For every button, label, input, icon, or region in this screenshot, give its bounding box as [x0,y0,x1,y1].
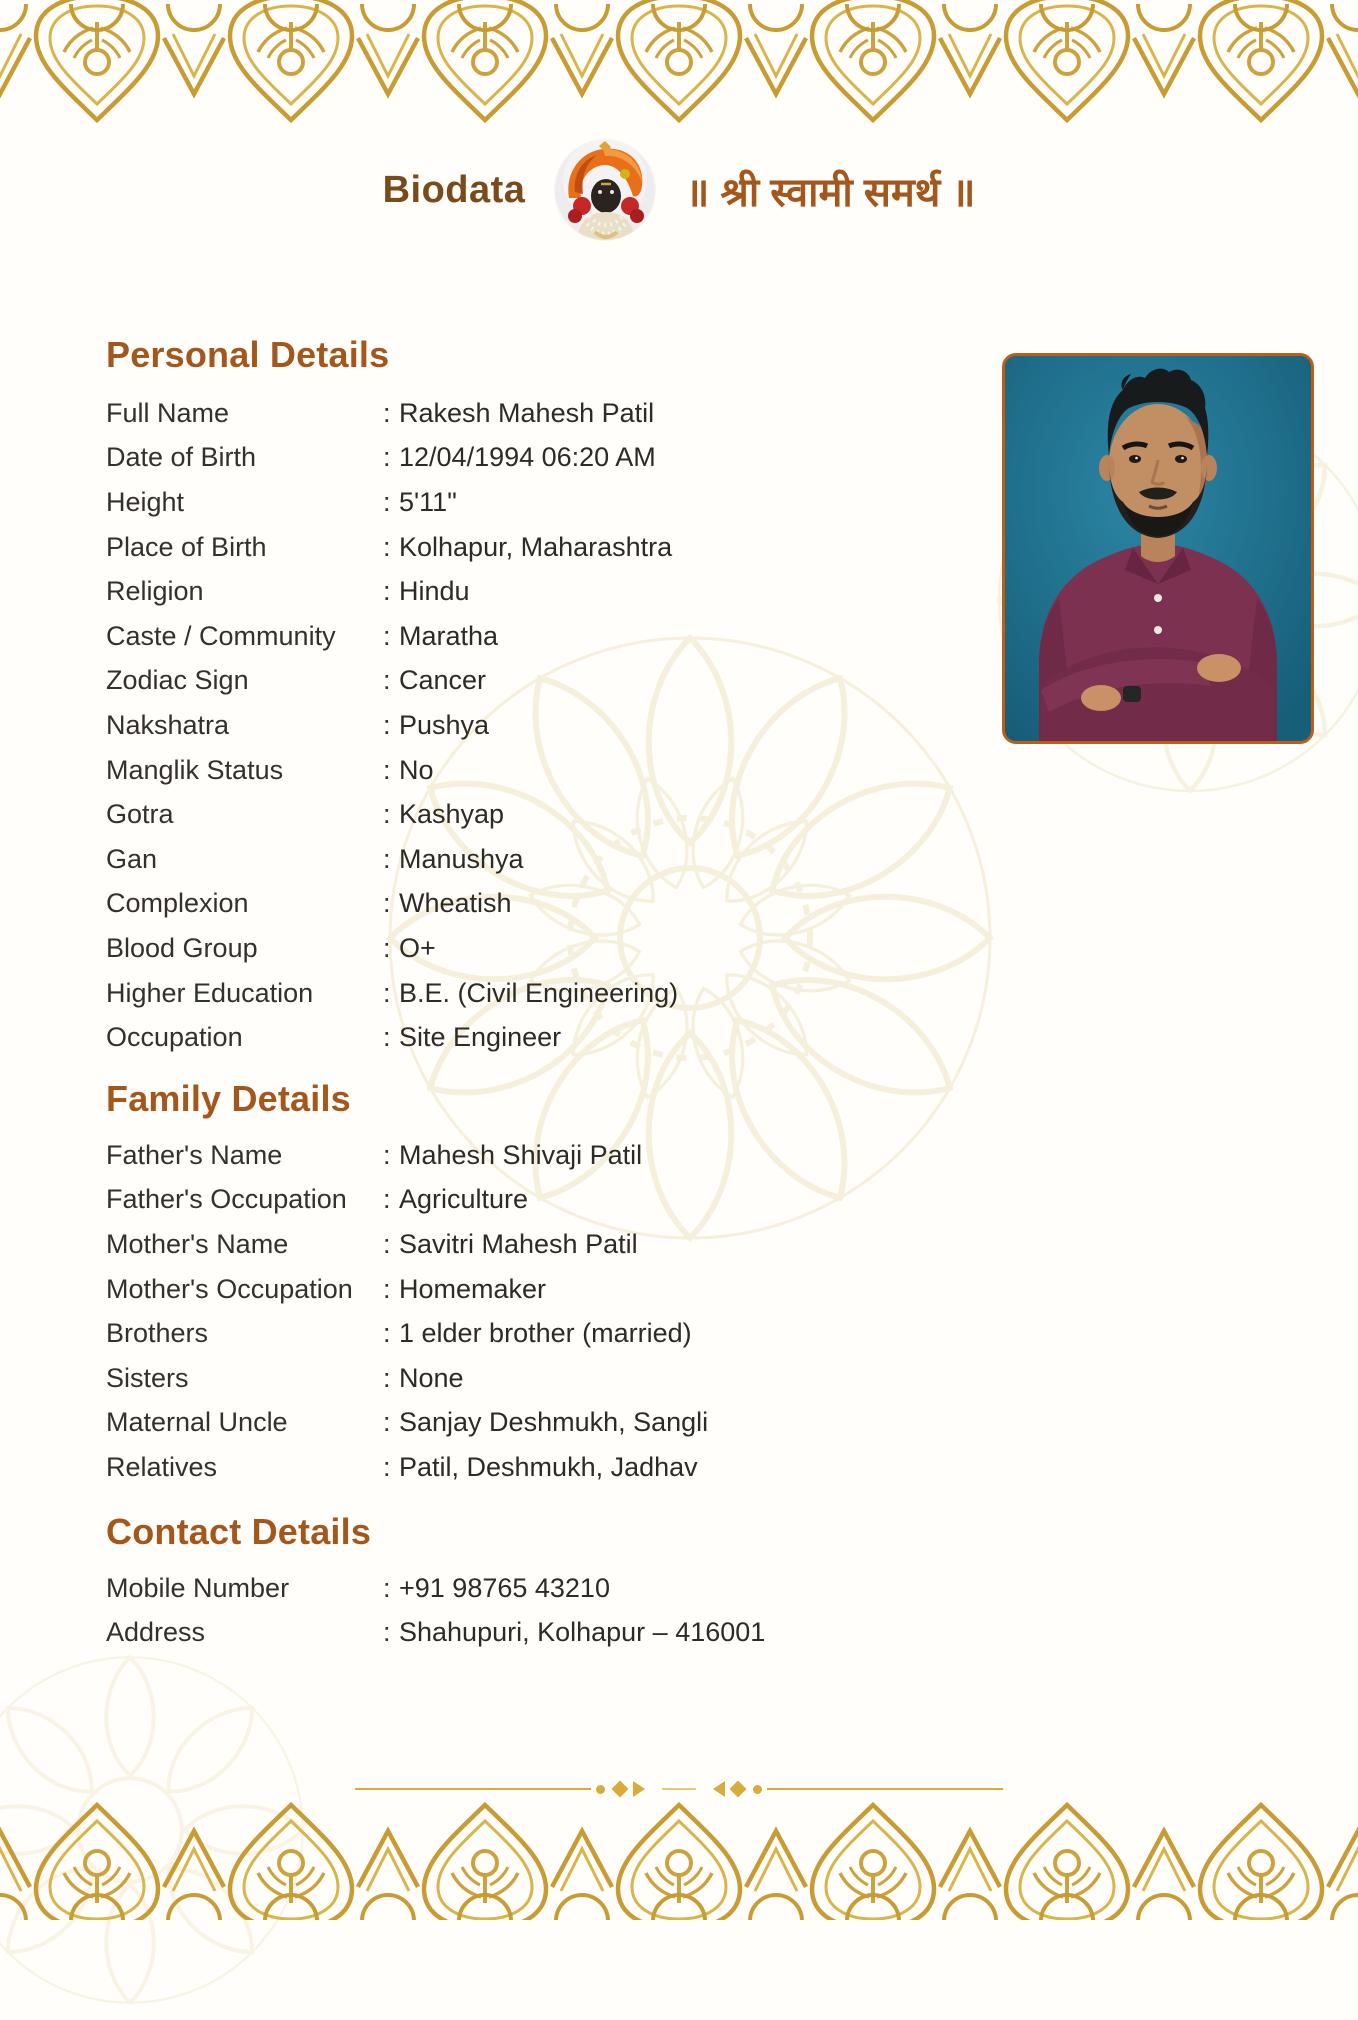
divider-leaf-icon [633,1781,645,1797]
detail-label: Blood Group [106,932,258,963]
detail-value: +91 98765 43210 [399,1572,610,1603]
personal-details-rows [106,391,986,1060]
detail-label: Caste / Community [106,620,336,651]
divider-line-center [662,1788,696,1790]
detail-label: Full Name [106,397,230,428]
detail-value: Mahesh Shivaji Patil [399,1139,643,1170]
detail-row [106,480,986,525]
detail-value: Patil, Deshmukh, Jadhav [399,1451,698,1482]
detail-label: Zodiac Sign [106,665,249,696]
detail-colon: : [383,932,391,963]
detail-row [106,1015,986,1060]
detail-row [106,1222,986,1267]
detail-value: Cancer [399,665,487,696]
shri-swami-samarth-title: ॥ श्री स्वामी समर्थ ॥ [685,170,976,215]
detail-colon: : [383,1451,391,1482]
personal-details-heading: Personal Details [106,334,390,375]
detail-row [106,1267,986,1312]
detail-label: Gan [106,843,158,874]
detail-colon: : [383,1318,391,1349]
detail-colon: : [383,888,391,919]
detail-colon: : [383,977,391,1008]
detail-colon: : [383,1273,391,1304]
detail-label: Mother's Occupation [106,1273,353,1304]
header [0,138,1358,242]
detail-value: Site Engineer [399,1022,562,1053]
detail-value: Agriculture [399,1184,529,1215]
detail-row [106,1356,986,1401]
divider-dot [596,1785,605,1794]
detail-label: Place of Birth [106,531,267,562]
detail-colon: : [383,843,391,874]
family-details-rows [106,1133,986,1490]
detail-colon: : [383,576,391,607]
gold-lace-border-top [0,0,1358,128]
detail-row [106,792,986,837]
detail-value: Wheatish [399,888,512,919]
detail-row [106,926,986,971]
detail-row [106,1445,986,1490]
divider-line-left [355,1788,591,1791]
detail-label: Sisters [106,1362,189,1393]
detail-row [106,703,986,748]
detail-row [106,1611,986,1656]
contact-details-heading: Contact Details [106,1511,372,1552]
detail-colon: : [383,1572,391,1603]
detail-colon: : [383,531,391,562]
detail-label: Complexion [106,888,249,919]
detail-label: Brothers [106,1318,209,1349]
detail-label: Maternal Uncle [106,1407,288,1438]
detail-colon: : [383,1139,391,1170]
detail-value: B.E. (Civil Engineering) [399,977,679,1008]
swami-samarth-emblem-icon [555,140,655,240]
detail-value: Kashyap [399,799,505,830]
divider-leaf-icon [713,1781,725,1797]
detail-label: Relatives [106,1451,218,1482]
divider-line-right [767,1788,1003,1791]
detail-row [106,1178,986,1223]
detail-row [106,659,986,704]
detail-colon: : [383,1228,391,1259]
detail-colon: : [383,1617,391,1648]
detail-row [106,614,986,659]
detail-row [106,1133,986,1178]
detail-label: Mobile Number [106,1572,290,1603]
detail-label: Address [106,1617,206,1648]
detail-value: Pushya [399,709,490,740]
detail-value: Savitri Mahesh Patil [399,1228,638,1259]
detail-row [106,1566,986,1611]
detail-value: No [399,754,434,785]
detail-label: Nakshatra [106,709,230,740]
detail-value: Shahupuri, Kolhapur – 416001 [399,1617,766,1648]
detail-value: Manushya [399,843,524,874]
family-details-heading: Family Details [106,1078,351,1119]
detail-colon: : [383,620,391,651]
detail-value: Homemaker [399,1273,547,1304]
detail-colon: : [383,1362,391,1393]
detail-label: Higher Education [106,977,314,1008]
detail-value: Hindu [399,576,470,607]
detail-colon: : [383,1184,391,1215]
detail-label: Height [106,486,185,517]
detail-label: Date of Birth [106,442,257,473]
detail-colon: : [383,799,391,830]
detail-value: Sanjay Deshmukh, Sangli [399,1407,709,1438]
detail-colon: : [383,1407,391,1438]
detail-row [106,971,986,1016]
detail-row [106,569,986,614]
detail-value: None [399,1362,464,1393]
detail-label: Occupation [106,1022,243,1053]
detail-row [106,882,986,927]
detail-value: Maratha [399,620,499,651]
detail-label: Gotra [106,799,174,830]
divider-diamond [612,1781,629,1798]
detail-value: 1 elder brother (married) [399,1318,692,1349]
detail-colon: : [383,665,391,696]
detail-colon: : [383,1022,391,1053]
page-title: Biodata [382,168,526,211]
detail-value: 5'11" [399,486,457,517]
detail-row [106,525,986,570]
profile-photo [1002,353,1314,744]
detail-row [106,1401,986,1446]
detail-value: Rakesh Mahesh Patil [399,397,655,428]
detail-colon: : [383,709,391,740]
detail-label: Mother's Name [106,1228,289,1259]
divider-diamond [730,1781,747,1798]
detail-colon: : [383,442,391,473]
detail-value: 12/04/1994 06:20 AM [399,442,656,473]
detail-value: Kolhapur, Maharashtra [399,531,673,562]
detail-colon: : [383,754,391,785]
detail-row [106,1311,986,1356]
detail-row [106,837,986,882]
detail-colon: : [383,397,391,428]
detail-row [106,391,986,436]
detail-label: Father's Name [106,1139,283,1170]
contact-details-rows [106,1566,986,1655]
gold-lace-border-bottom [0,1802,1358,1920]
divider-dot [753,1785,762,1794]
ornamental-divider [0,1776,1358,1802]
detail-row [106,748,986,793]
detail-label: Religion [106,576,204,607]
detail-label: Manglik Status [106,754,284,785]
detail-label: Father's Occupation [106,1184,347,1215]
detail-value: O+ [399,932,436,963]
detail-colon: : [383,486,391,517]
detail-row [106,436,986,481]
